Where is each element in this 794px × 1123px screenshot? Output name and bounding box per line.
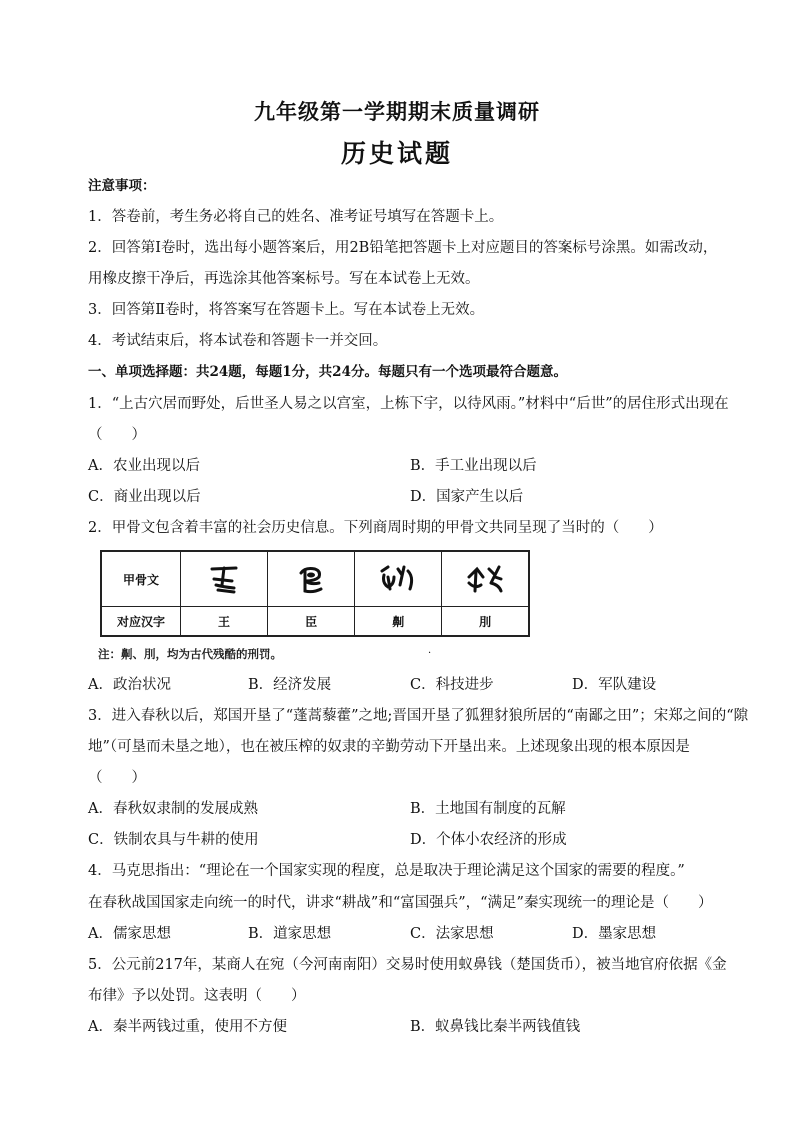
hanzi-cell-4: 刖 xyxy=(442,607,529,637)
notice-heading: 注意事项： xyxy=(88,178,156,194)
q3-option-b: B．土地国有制度的瓦解 xyxy=(410,801,566,817)
q3-stem: 3．进入春秋以后，郑国开垦了“蓬蒿藜藿”之地;晋国开垦了狐狸豺狼所居的“南鄙之田”；宋郑之间的“隙 xyxy=(88,708,749,724)
q5-stem-cont: 布律》予以处罚。这表明（ ） xyxy=(88,988,306,1004)
q4-option-d: D．墨家思想 xyxy=(572,926,657,942)
q4-stem-cont: 在春秋战国国家走向统一的时代，讲求“耕战”和“富国强兵”，“满足”秦实现统一的理论是（ ） xyxy=(88,895,713,911)
q5-stem: 5．公元前217年，某商人在宛（今河南南阳）交易时使用蚁鼻钱（楚国货币），被当地官府依据《金 xyxy=(88,957,727,973)
oracle-glyph-chen-icon xyxy=(268,551,355,607)
q3-stem-cont: 地”（可垦而未垦之地），也在被压榨的奴隶的辛勤劳动下开垦出来。上述现象出现的根本原因是 xyxy=(88,739,690,755)
q2-option-a: A．政治状况 xyxy=(88,677,171,693)
q1-option-c: C．商业出现以后 xyxy=(88,489,201,505)
hanzi-cell-2: 臣 xyxy=(268,607,355,637)
q2-option-b: B．经济发展 xyxy=(248,677,332,693)
oracle-glyph-yue-icon xyxy=(442,551,529,607)
oracle-glyph-yi-icon xyxy=(355,551,442,607)
hanzi-cell-3: 劓 xyxy=(355,607,442,637)
notice-item-4: 4．考试结束后，将本试卷和答题卡一并交回。 xyxy=(88,333,388,349)
table-note: 注：劓、刖，均为古代残酷的刑罚。 xyxy=(98,647,282,661)
q4-stem: 4．马克思指出：“理论在一个国家实现的程度，总是取决于理论满足这个国家的需要的程度。” xyxy=(88,863,685,879)
q5-option-a: A．秦半两钱过重，使用不方便 xyxy=(88,1019,287,1035)
q3-option-a: A．春秋奴隶制的发展成熟 xyxy=(88,801,258,817)
exam-title: 九年级第一学期期末质量调研 xyxy=(254,99,540,124)
q1-stem-bracket: （ ） xyxy=(88,427,146,443)
q1-option-a: A．农业出现以后 xyxy=(88,458,200,474)
scan-dot: · xyxy=(428,648,432,659)
notice-item-2: 2．回答第Ⅰ卷时，选出每小题答案后，用2B铅笔把答题卡上对应题目的答案标号涂黑。如需改动， xyxy=(88,240,718,256)
q3-option-d: D．个体小农经济的形成 xyxy=(410,832,567,848)
q4-option-a: A．儒家思想 xyxy=(88,926,171,942)
table-row-label-oracle: 甲骨文 xyxy=(101,551,181,607)
q3-option-c: C．铁制农具与牛耕的使用 xyxy=(88,832,259,848)
q2-option-d: D．军队建设 xyxy=(572,677,657,693)
oracle-glyph-wang-icon xyxy=(181,551,268,607)
table-row-label-hanzi: 对应汉字 xyxy=(101,607,181,637)
section-heading: 一、单项选择题：共24题，每题1分，共24分。每题只有一个选项最符合题意。 xyxy=(88,364,567,380)
exam-subtitle: 历史试题 xyxy=(340,139,453,168)
q2-option-c: C．科技进步 xyxy=(410,677,494,693)
notice-item-3: 3．回答第Ⅱ卷时，将答案写在答题卡上。写在本试卷上无效。 xyxy=(88,302,485,318)
notice-item-2-cont: 用橡皮擦干净后，再选涂其他答案标号。写在本试卷上无效。 xyxy=(88,271,480,287)
q2-stem: 2．甲骨文包含着丰富的社会历史信息。下列商周时期的甲骨文共同呈现了当时的（ ） xyxy=(88,520,663,536)
q1-stem: 1．“上古穴居而野处，后世圣人易之以宫室，上栋下宇，以待风雨。”材料中“后世”的居住形式出现在 xyxy=(88,396,729,412)
q1-option-d: D．国家产生以后 xyxy=(410,489,524,505)
q1-option-b: B．手工业出现以后 xyxy=(410,458,537,474)
notice-item-1: 1．答卷前，考生务必将自己的姓名、准考证号填写在答题卡上。 xyxy=(88,209,504,225)
hanzi-cell-1: 王 xyxy=(181,607,268,637)
q4-option-c: C．法家思想 xyxy=(410,926,494,942)
q5-option-b: B．蚁鼻钱比秦半两钱值钱 xyxy=(410,1019,581,1035)
q3-stem-bracket: （ ） xyxy=(88,770,146,786)
q4-option-b: B．道家思想 xyxy=(248,926,332,942)
oracle-bone-table xyxy=(100,550,530,637)
